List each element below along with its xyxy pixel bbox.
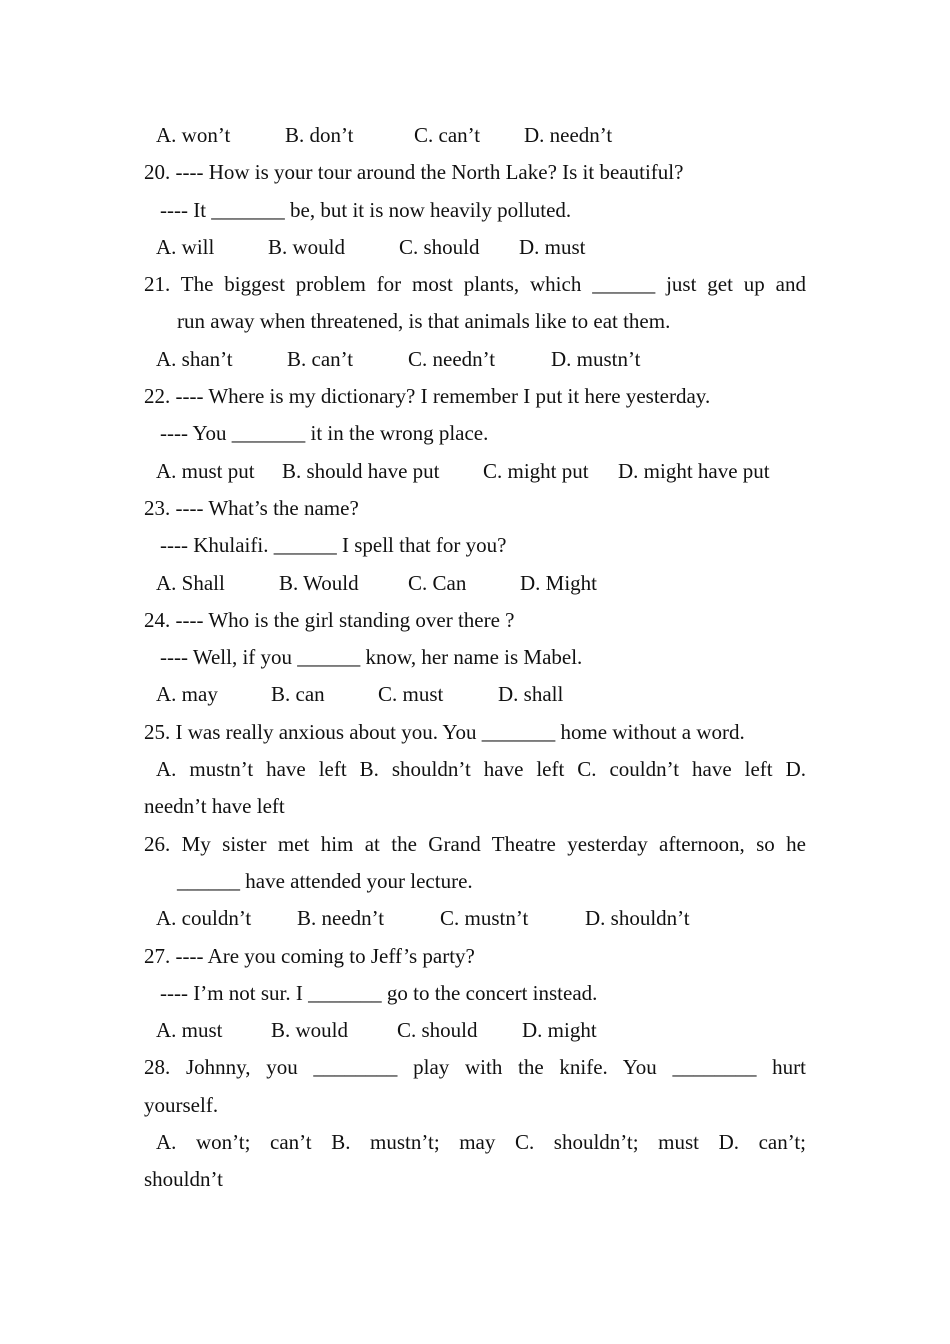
q21-option-d: D. mustn’t bbox=[551, 346, 641, 371]
q21-stem-cont: run away when threatened, is that animals like to eat them. bbox=[177, 309, 671, 334]
q24-option-d: D. shall bbox=[498, 682, 564, 707]
q24-option-c: C. must bbox=[378, 682, 444, 707]
q23-response: ---- Khulaifi. ______ I spell that for you? bbox=[160, 533, 507, 558]
q20-response: ---- It _______ be, but it is now heavily polluted. bbox=[160, 197, 572, 222]
q26-options bbox=[144, 900, 806, 937]
exam-page bbox=[144, 117, 806, 1199]
q28-stem-cont: yourself. bbox=[144, 1092, 219, 1117]
q22-response: ---- You _______ it in the wrong place. bbox=[160, 421, 489, 446]
q24-options bbox=[144, 676, 806, 713]
q24-option-a: A. may bbox=[156, 682, 218, 707]
q20-options bbox=[144, 229, 806, 266]
q27-option-b: B. would bbox=[271, 1018, 349, 1043]
q20-option-a: A. will bbox=[156, 234, 215, 259]
q27-options bbox=[144, 1012, 806, 1049]
q21-option-b: B. can’t bbox=[287, 346, 354, 371]
q19-option-a: A. won’t bbox=[156, 123, 231, 147]
q26-stem: 26. My sister met him at the Grand Theatre yesterday afternoon, so he bbox=[144, 831, 806, 856]
q19-option-c: C. can’t bbox=[414, 123, 481, 147]
q19-option-d: D. needn’t bbox=[524, 123, 613, 147]
q24-stem: 24. ---- Who is the girl standing over there ? bbox=[144, 607, 515, 632]
q26-option-a: A. couldn’t bbox=[156, 906, 252, 931]
q21-option-c: C. needn’t bbox=[408, 346, 496, 371]
q26-option-d: D. shouldn’t bbox=[585, 906, 690, 931]
q19-options bbox=[144, 117, 806, 154]
q24-response: ---- Well, if you ______ know, her name is Mabel. bbox=[160, 645, 583, 670]
q22-option-c: C. might put bbox=[483, 458, 589, 483]
q28-options-cont: shouldn’t bbox=[144, 1167, 223, 1192]
q21-option-a: A. shan’t bbox=[156, 346, 233, 371]
q23-option-c: C. Can bbox=[408, 570, 467, 595]
q20-option-d: D. must bbox=[519, 234, 586, 259]
q26-option-b: B. needn’t bbox=[297, 906, 385, 931]
q26-option-c: C. mustn’t bbox=[440, 906, 529, 931]
q27-option-c: C. should bbox=[397, 1018, 478, 1043]
q28-options: A. won’t; can’t B. mustn’t; may C. shouldn’t; must D. can’t; bbox=[156, 1130, 806, 1155]
q20-option-c: C. should bbox=[399, 234, 480, 259]
q28-stem: 28. Johnny, you ________ play with the knife. You ________ hurt bbox=[144, 1055, 806, 1080]
q20-option-b: B. would bbox=[268, 234, 346, 259]
q27-stem: 27. ---- Are you coming to Jeff’s party? bbox=[144, 943, 475, 968]
q23-option-a: A. Shall bbox=[156, 570, 225, 595]
q20-stem: 20. ---- How is your tour around the North Lake? Is it beautiful? bbox=[144, 160, 684, 185]
q22-option-b: B. should have put bbox=[282, 458, 440, 483]
q25-stem: 25. I was really anxious about you. You _______ home without a word. bbox=[144, 719, 745, 744]
q26-stem-cont: ______ have attended your lecture. bbox=[177, 868, 473, 893]
q27-response: ---- I’m not sur. I _______ go to the concert instead. bbox=[160, 980, 598, 1005]
q21-options bbox=[144, 341, 806, 378]
q24-option-b: B. can bbox=[271, 682, 325, 707]
q25-options-cont: needn’t have left bbox=[144, 794, 285, 819]
q25-options: A. mustn’t have left B. shouldn’t have left C. couldn’t have left D. bbox=[156, 757, 806, 782]
q22-option-a: A. must put bbox=[156, 458, 255, 483]
q19-option-b: B. don’t bbox=[285, 123, 354, 147]
q23-options bbox=[144, 565, 806, 602]
q23-stem: 23. ---- What’s the name? bbox=[144, 495, 359, 520]
q27-option-d: D. might bbox=[522, 1018, 597, 1043]
q22-stem: 22. ---- Where is my dictionary? I remember I put it here yesterday. bbox=[144, 384, 711, 409]
q23-option-d: D. Might bbox=[520, 570, 598, 595]
q22-options bbox=[144, 453, 806, 490]
q27-option-a: A. must bbox=[156, 1018, 223, 1043]
q21-stem: 21. The biggest problem for most plants, which ______ just get up and bbox=[144, 272, 806, 297]
q22-option-d: D. might have put bbox=[618, 458, 770, 483]
q23-option-b: B. Would bbox=[279, 570, 359, 595]
